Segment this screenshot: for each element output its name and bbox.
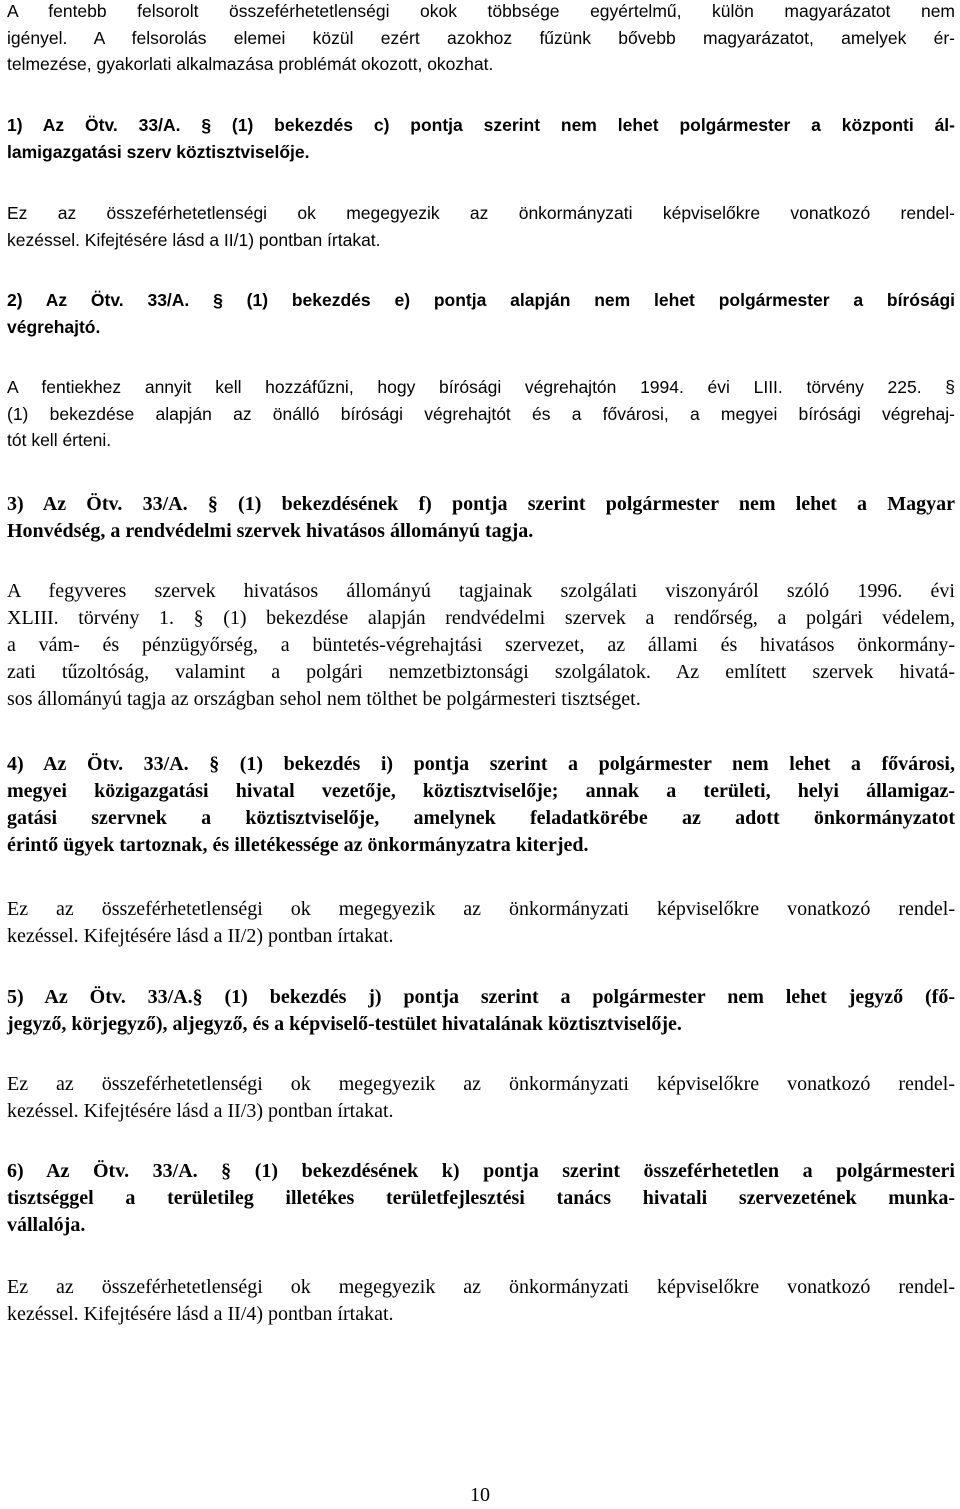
text-line: végrehajtó.: [7, 316, 101, 337]
text-line: telmezése, gyakorlati alkalmazása problémát okozott, okozhat.: [7, 54, 494, 74]
text-line: igényel. A felsorolás elemei közül ezért azokhoz fűzünk bővebb magyarázatot, amelyek ér-: [7, 27, 955, 48]
text-line: gatási szervnek a köztisztviselője, amelynek feladatkörébe az adott önkormányzatot: [7, 807, 955, 829]
text-line: A fentiekhez annyit kell hozzáfűzni, hogy bírósági végrehajtón 1994. évi LIII. törvény 225. §: [7, 377, 955, 397]
text-line: Honvédség, a rendvédelmi szervek hivatásos állományú tagja.: [7, 520, 534, 542]
item-1-heading: [7, 112, 955, 165]
text-line: kezéssel. Kifejtésére lásd a II/4) pontban írtakat.: [7, 1303, 394, 1325]
text-line: XLIII. törvény 1. § (1) bekezdése alapján rendvédelmi szervek a rendőrség, a polgári védelem,: [7, 607, 955, 629]
text-line: megyei közigazgatási hivatal vezetője, köztisztviselője; annak a területi, helyi államigaz-: [7, 780, 955, 802]
item-1-body: [7, 200, 955, 253]
item-3-heading: [7, 491, 955, 545]
item-5-heading: [7, 984, 955, 1038]
text-line: lamigazgatási szerv köztisztviselője.: [7, 141, 310, 162]
text-line: (1) bekezdése alapján az önálló bírósági végrehajtót és a fővárosi, a megyei bírósági végrehaj-: [7, 403, 955, 424]
item-2-body: [7, 374, 955, 454]
text-line: A fegyveres szervek hivatásos állományú tagjainak szolgálati viszonyáról szóló 1996. évi: [7, 580, 955, 602]
text-line: 2) Az Ötv. 33/A. § (1) bekezdés e) pontja alapján nem lehet polgármester a bírósági: [7, 290, 955, 310]
text-line: Ez az összeférhetetlenségi ok megegyezik az önkormányzati képviselőkre vonatkozó rendel-: [7, 1276, 955, 1298]
item-2-heading: [7, 287, 955, 340]
text-line: 4) Az Ötv. 33/A. § (1) bekezdés i) pontja szerint a polgármester nem lehet a fővárosi,: [7, 753, 955, 775]
text-line: jegyző, körjegyző), aljegyző, és a képviselő-testület hivatalának köztisztviselője.: [7, 1013, 682, 1035]
text-line: érintő ügyek tartoznak, és illetékessége az önkormányzatra kiterjed.: [7, 834, 589, 856]
item-5-body: [7, 1071, 955, 1125]
text-line: a vám- és pénzügyőrség, a büntetés-végrehajtási szervezet, az állami és hivatásos önkormány-: [7, 634, 955, 656]
text-line: Ez az összeférhetetlenségi ok megegyezik az önkormányzati képviselőkre vonatkozó rendel-: [7, 203, 955, 223]
text-line: tót kell érteni.: [7, 430, 112, 450]
text-line: A fentebb felsorolt összeférhetetlenségi okok többsége egyértelmű, külön magyarázatot nem: [7, 1, 955, 21]
intro-paragraph: [7, 0, 955, 78]
text-line: 3) Az Ötv. 33/A. § (1) bekezdésének f) pontja szerint polgármester nem lehet a Magyar: [7, 493, 955, 515]
text-line: 1) Az Ötv. 33/A. § (1) bekezdés c) pontja szerint nem lehet polgármester a központi ál-: [7, 115, 955, 135]
text-line: tisztséggel a területileg illetékes területfejlesztési tanács hivatali szervezetének munka-: [7, 1187, 955, 1209]
text-line: sos állományú tagja az országban sehol nem tölthet be polgármesteri tisztséget.: [7, 688, 641, 710]
text-line: zati tűzoltóság, valamint a polgári nemzetbiztonsági szolgálatok. Az említett szervek hivatá-: [7, 661, 955, 683]
text-line: kezéssel. Kifejtésére lásd a II/3) pontban írtakat.: [7, 1100, 394, 1122]
text-line: 6) Az Ötv. 33/A. § (1) bekezdésének k) pontja szerint összeférhetetlen a polgármesteri: [7, 1160, 955, 1182]
item-4-body: [7, 896, 955, 950]
page-number: 10: [470, 1484, 490, 1506]
text-line: Ez az összeférhetetlenségi ok megegyezik az önkormányzati képviselőkre vonatkozó rendel-: [7, 1073, 955, 1095]
text-line: kezéssel. Kifejtésére lásd a II/1) pontban írtakat.: [7, 229, 381, 250]
item-4-heading: [7, 751, 955, 859]
text-line: 5) Az Ötv. 33/A.§ (1) bekezdés j) pontja szerint a polgármester nem lehet jegyző (fő-: [7, 986, 955, 1008]
item-3-body: [7, 578, 955, 713]
text-line: vállalója.: [7, 1214, 86, 1236]
item-6-body: [7, 1274, 955, 1328]
item-6-heading: [7, 1158, 955, 1239]
text-line: Ez az összeférhetetlenségi ok megegyezik az önkormányzati képviselőkre vonatkozó rendel-: [7, 898, 955, 920]
text-line: kezéssel. Kifejtésére lásd a II/2) pontban írtakat.: [7, 925, 394, 947]
